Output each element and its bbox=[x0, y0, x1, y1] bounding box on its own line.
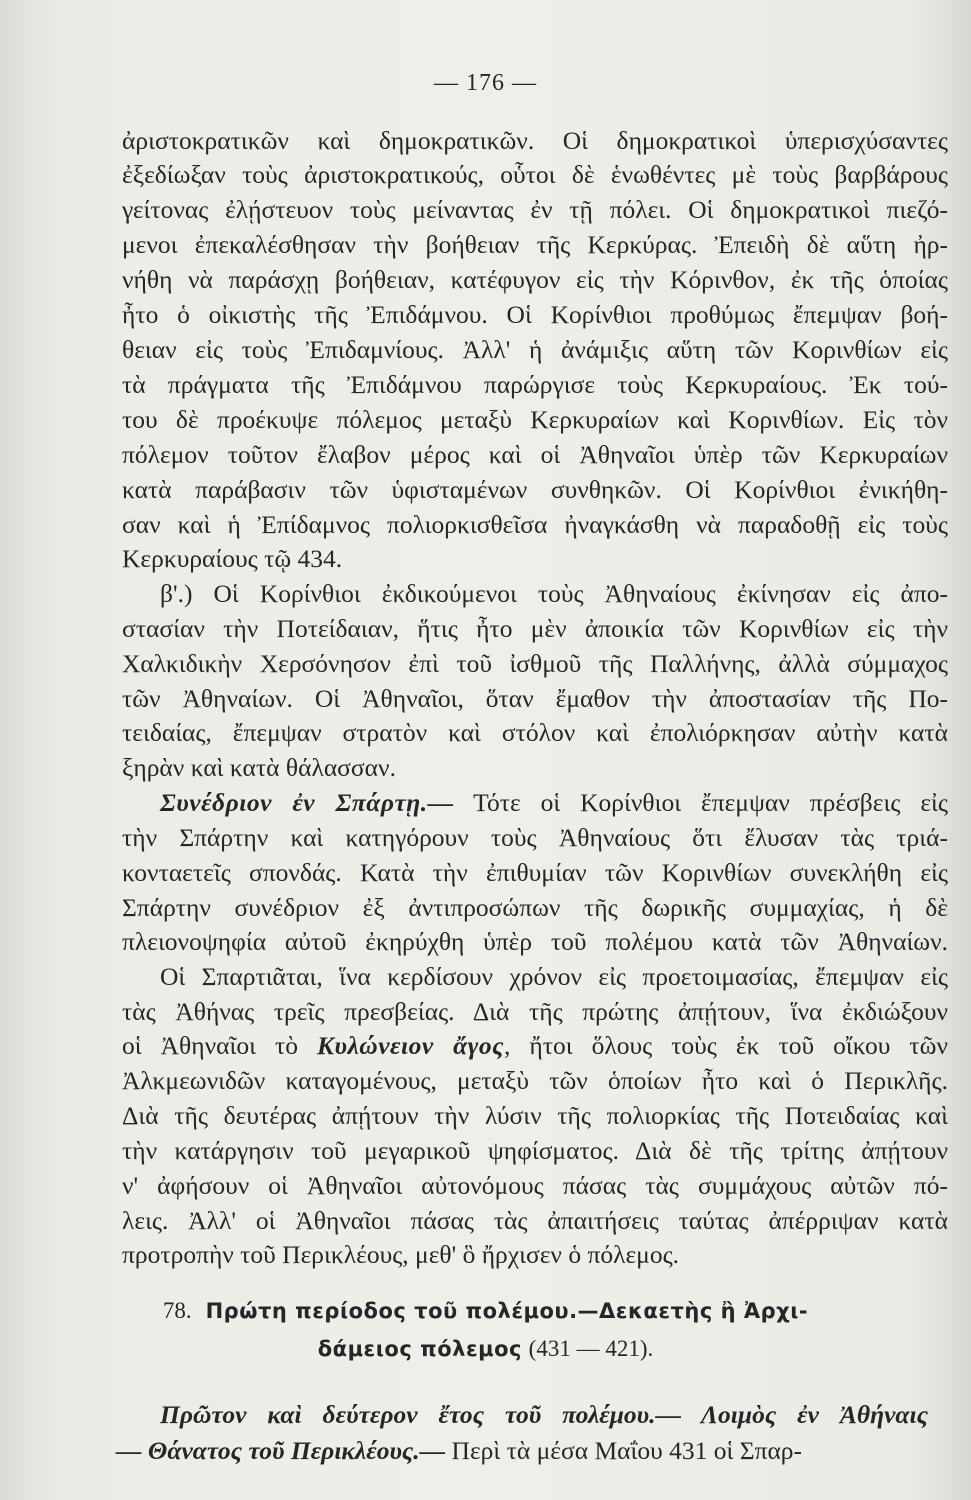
text-line: νήθη νὰ παράσχῃ βοήθειαν, κατέφυγον εἰς τὴν Κόρινθον, ἐκ τῆς ὁποίας bbox=[122, 265, 948, 294]
section-number: 78. bbox=[162, 1298, 192, 1323]
subheading-italic-2: — Θάνατος τοῦ Περικλέους.— bbox=[116, 1436, 446, 1465]
text-line: τὰ πράγματα τῆς Ἐπιδάμνου παρώργισε τοὺς Κερκυραίους. Ἐκ τού- bbox=[122, 370, 948, 399]
text-line: του δὲ προέκυψε πόλεμος μεταξὺ Κερκυραίων καὶ Κορινθίων. Εἰς τὸν bbox=[122, 405, 948, 434]
text-line: τὴν Σπάρτην καὶ κατηγόρουν τοὺς Ἀθηναίους ὅτι ἔλυσαν τὰς τριά- bbox=[122, 823, 948, 852]
text-line: Χαλκιδικὴν Χερσόνησον ἐπὶ τοῦ ἰσθμοῦ τῆς Παλλήνης, ἀλλὰ σύμμαχος bbox=[122, 649, 948, 678]
text-line: θειαν εἰς τοὺς Ἐπιδαμνίους. Ἀλλ' ἡ ἀνάμιξις αὕτη τῶν Κορινθίων εἰς bbox=[122, 335, 948, 364]
section-dates: (431 — 421). bbox=[528, 1336, 654, 1361]
synedrion-heading-line bbox=[160, 786, 948, 820]
text-line: μενοι ἐπεκαλέσθησαν τὴν βοήθειαν τῆς Κερκύρας. Ἐπειδὴ δὲ αὕτη ἠρ- bbox=[122, 230, 948, 259]
section-title-2: δάμειος πόλεμος bbox=[317, 1337, 522, 1361]
text-line: κονταετεῖς σπονδάς. Κατὰ τὴν ἐπιθυμίαν τῶν Κορινθίων συνεκλήθη εἰς bbox=[122, 858, 948, 887]
section-78-heading-line-1 bbox=[0, 1296, 971, 1326]
text-line: ἀριστοκρατικῶν καὶ δημοκρατικῶν. Οἱ δημοκρατικοὶ ὑπερισχύσαντες bbox=[122, 126, 948, 155]
synedrion-first-line-rest: Τότε οἱ Κορίνθιοι ἔπεμψαν πρέσβεις εἰς bbox=[453, 788, 948, 817]
text-line: σαν καὶ ἡ Ἐπίδαμνος πολιορκισθεῖσα ἠναγκάσθη νὰ παραδοθῇ εἰς τοὺς bbox=[122, 510, 948, 539]
text-line: τὴν κατάργησιν τοῦ μεγαρικοῦ ψηφίσματος. Διὰ δὲ τῆς τρίτης ἀπῄτουν bbox=[122, 1136, 948, 1165]
text-line: προτροπὴν τοῦ Περικλέους, μεθ' ὃ ἤρχισεν ὁ πόλεμος. bbox=[122, 1240, 680, 1269]
subheading-rest: Περὶ τὰ μέσα Μαΐου 431 οἱ Σπαρ- bbox=[445, 1436, 803, 1465]
section-78-heading-line-2 bbox=[0, 1334, 971, 1364]
text-line: τῶν Ἀθηναίων. Οἱ Ἀθηναῖοι, ὅταν ἔμαθον τὴν ἀποστασίαν τῆς Πο- bbox=[122, 684, 948, 713]
subheading-line-2 bbox=[116, 1434, 936, 1468]
text-line: Διὰ τῆς δευτέρας ἀπῄτουν τὴν λύσιν τῆς πολιορκίας τῆς Ποτειδαίας καὶ bbox=[122, 1101, 948, 1130]
text-line: στασίαν τὴν Ποτείδαιαν, ἥτις ἦτο μὲν ἀποικία τῶν Κορινθίων εἰς τὴν bbox=[122, 614, 948, 643]
subheading-line bbox=[160, 1398, 928, 1432]
text-line: ἐξεδίωξαν τοὺς ἀριστοκρατικούς, οὗτοι δὲ ἑνωθέντες μὲ τοὺς βαρβάρους bbox=[122, 160, 948, 189]
text-line: ξηρὰν καὶ κατὰ θάλασσαν. bbox=[122, 753, 396, 782]
kylon-post: , ἤτοι ὅλους τοὺς ἐκ τοῦ οἴκου τῶν bbox=[504, 1031, 948, 1060]
text-line: ν' ἀφήσουν οἱ Ἀθηναῖοι αὐτονόμους πάσας τὰς συμμάχους αὐτῶν πό- bbox=[122, 1171, 948, 1200]
kylon-term: Κυλώνειον ἄγος bbox=[316, 1031, 504, 1060]
text-line: Οἱ Σπαρτιᾶται, ἵνα κερδίσουν χρόνον εἰς προετοιμασίας, ἔπεμψαν εἰς bbox=[160, 962, 948, 991]
page-number: — 176 — bbox=[434, 70, 537, 96]
text-line: ἦτο ὁ οἰκιστὴς τῆς Ἐπιδάμνου. Οἱ Κορίνθιοι προθύμως ἔπεμψαν βοή- bbox=[122, 300, 948, 329]
text-line: λεις. Ἀλλ' οἱ Ἀθηναῖοι πάσας τὰς ἀπαιτήσεις ταύτας ἀπέρριψαν κατὰ bbox=[122, 1206, 948, 1235]
kylon-line bbox=[122, 1029, 948, 1063]
text-line: πόλεμον τοῦτον ἔλαβον μέρος καὶ οἱ Ἀθηναῖοι ὑπὲρ τῶν Κερκυραίων bbox=[122, 440, 948, 469]
section-title-1: Πρώτη περίοδος τοῦ πολέμου.—Δεκαετὴς ἢ Ἀρχι- bbox=[205, 1299, 809, 1323]
synedrion-title: Συνέδριον ἐν Σπάρτῃ.— bbox=[160, 788, 454, 817]
text-line: Ἀλκμεωνιδῶν καταγομένους, μεταξὺ τῶν ὁποίων ἦτο καὶ ὁ Περικλῆς. bbox=[122, 1066, 948, 1095]
text-line: κατὰ παράβασιν τῶν ὑφισταμένων συνθηκῶν. Οἱ Κορίνθιοι ἐνικήθη- bbox=[122, 475, 948, 504]
subheading-italic-1: Πρῶτον καὶ δεύτερον ἔτος τοῦ πολέμου.— Λοιμὸς ἐν Ἀθήναις bbox=[160, 1400, 928, 1429]
text-line: τειδαίας, ἔπεμψαν στρατὸν καὶ στόλον καὶ ἐπολιόρκησαν αὐτὴν κατὰ bbox=[122, 718, 948, 747]
text-line: πλειονοψηφία αὐτοῦ ἐκηρύχθη ὑπὲρ τοῦ πολέμου κατὰ τῶν Ἀθηναίων. bbox=[122, 927, 948, 956]
text-line: Σπάρτην συνέδριον ἐξ ἀντιπροσώπων τῆς δωρικῆς συμμαχίας, ἡ δὲ bbox=[122, 893, 948, 922]
text-line: β'.) Οἱ Κορίνθιοι ἐκδικούμενοι τοὺς Ἀθηναίους ἐκίνησαν εἰς ἀπο- bbox=[160, 579, 948, 608]
text-line: γείτονας ἐλῄστευον τοὺς μείναντας ἐν τῇ πόλει. Οἱ δημοκρατικοὶ πιεζό- bbox=[122, 195, 948, 224]
text-line: Κερκυραίους τῷ 434. bbox=[122, 544, 343, 573]
kylon-pre: οἱ Ἀθηναῖοι τὸ bbox=[122, 1031, 317, 1060]
text-line: τὰς Ἀθήνας τρεῖς πρεσβείας. Διὰ τῆς πρώτης ἀπῄτουν, ἵνα ἐκδιώξουν bbox=[122, 997, 948, 1026]
